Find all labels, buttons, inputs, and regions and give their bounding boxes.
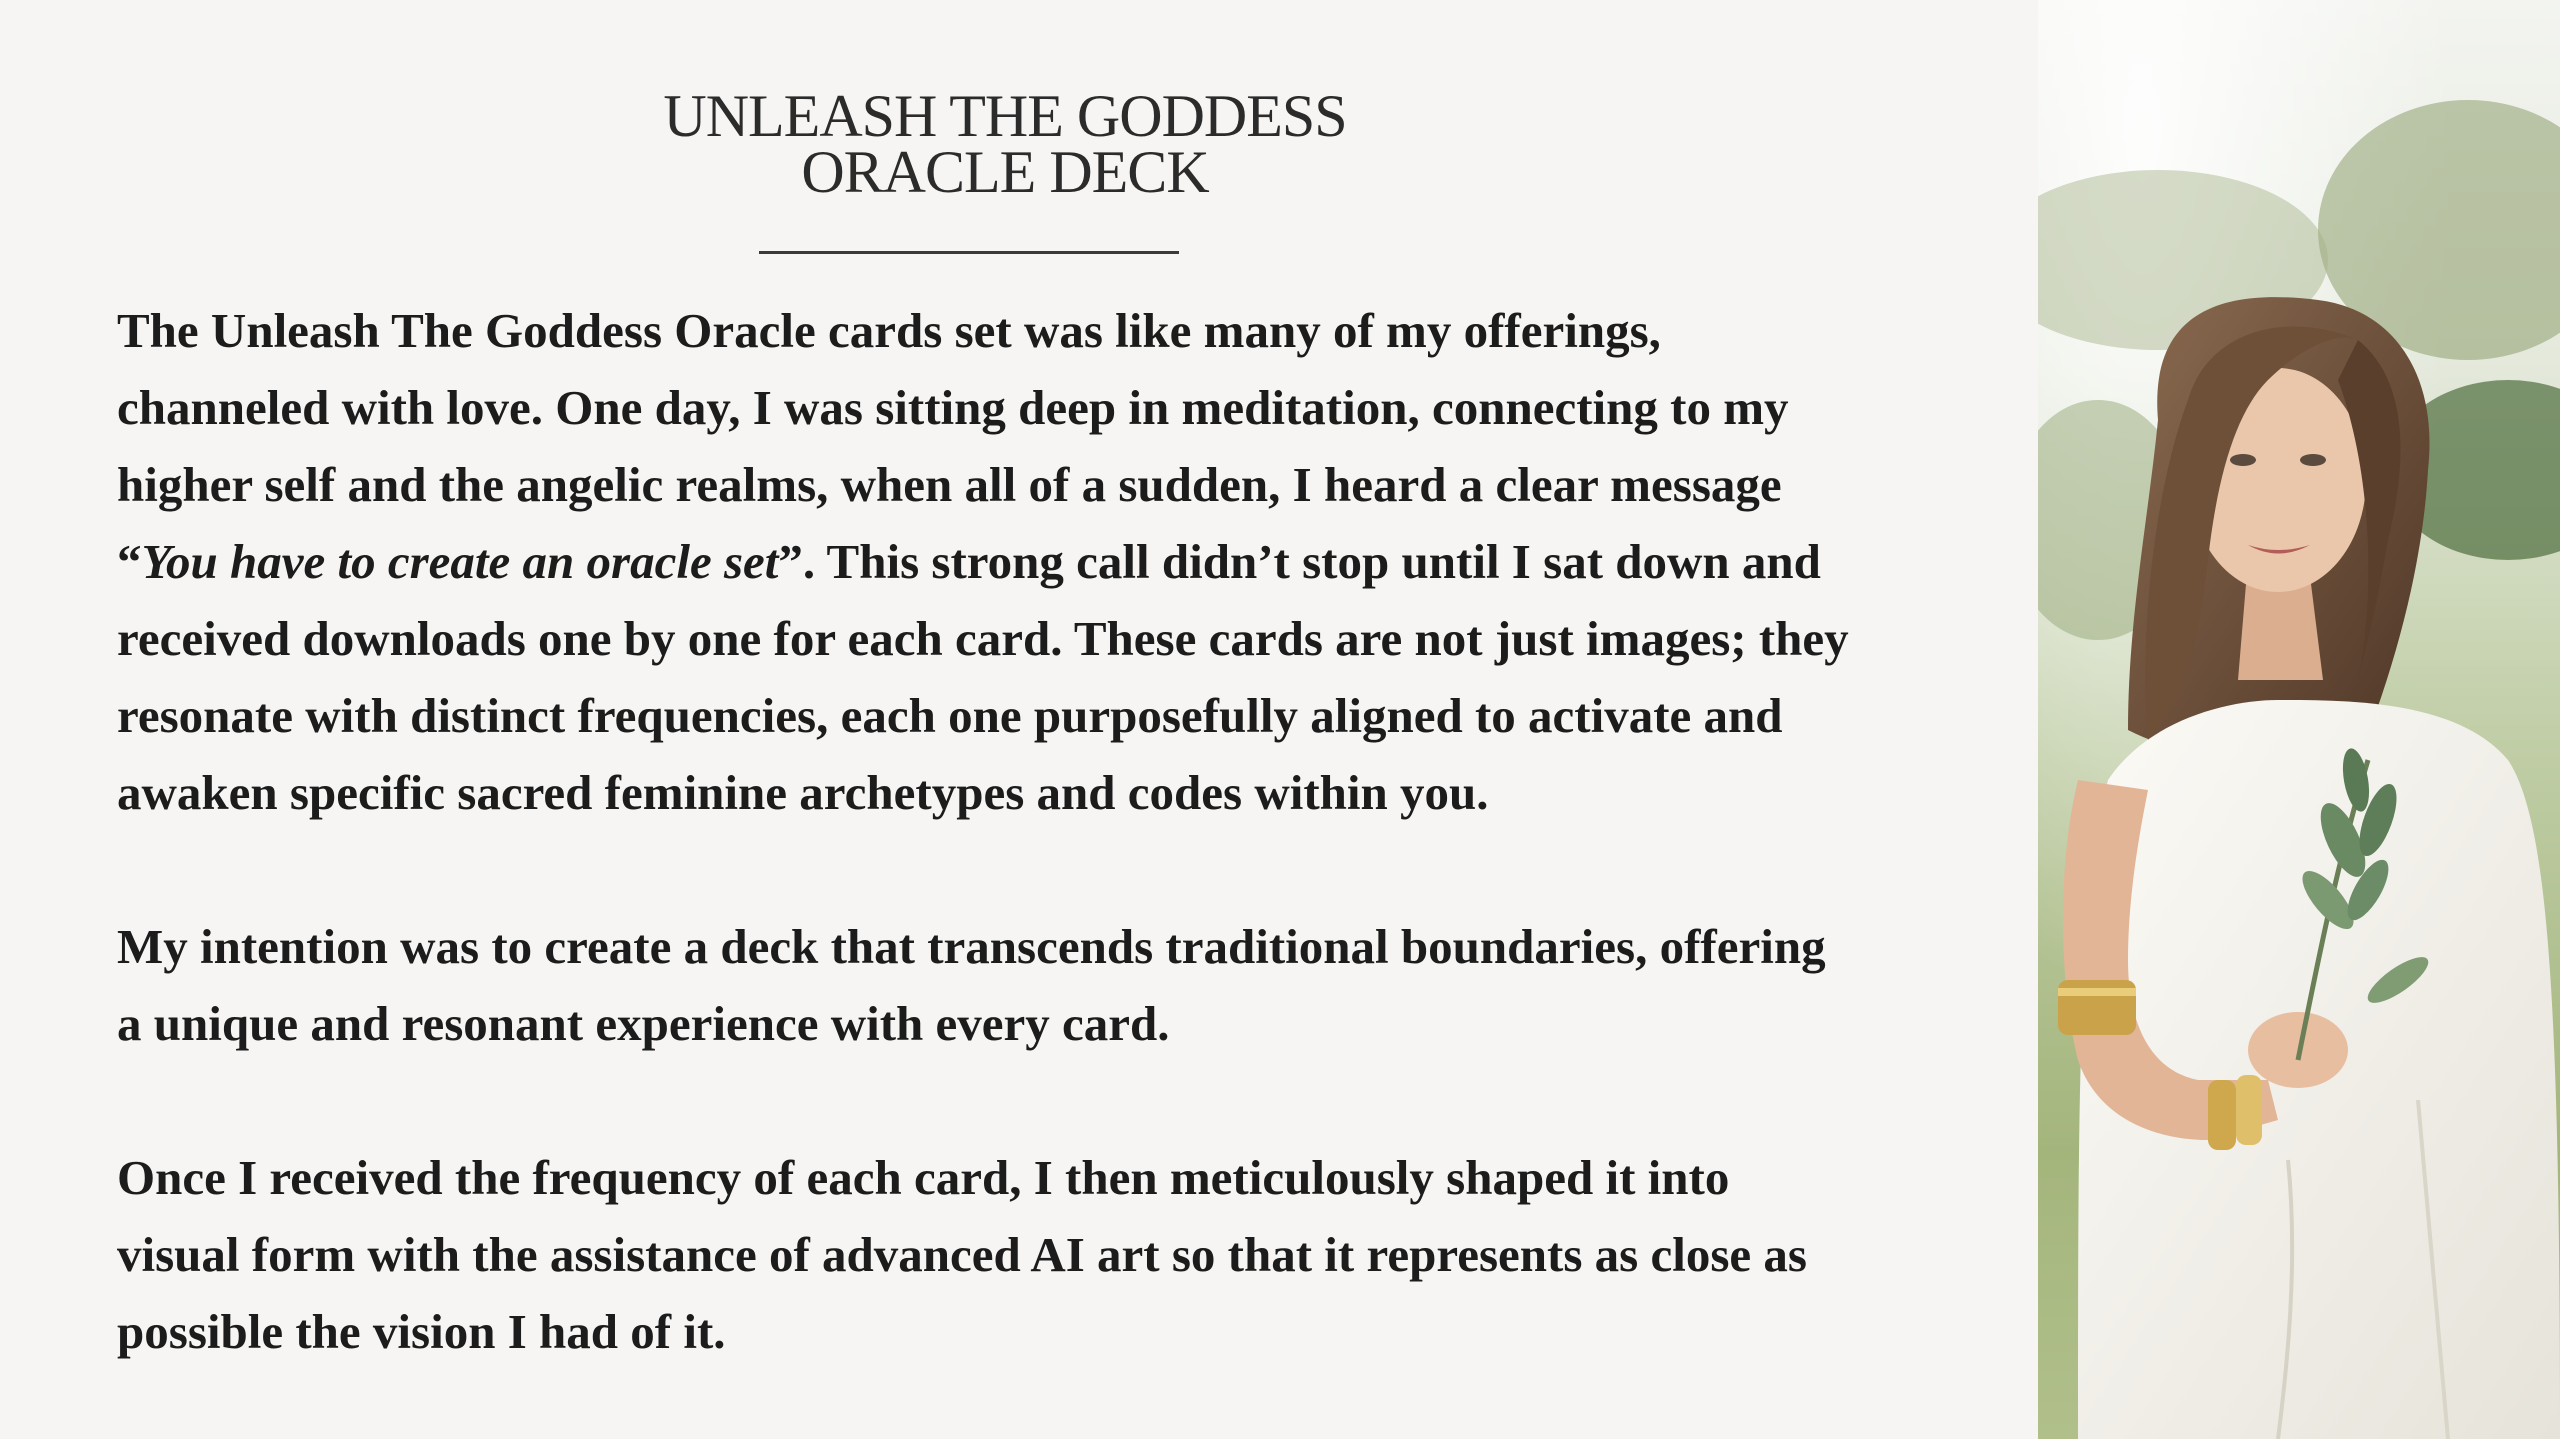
page-title bbox=[575, 83, 1435, 205]
title-line-2: ORACLE DECK bbox=[801, 139, 1209, 205]
paragraph-2: My intention was to create a deck that transcends traditional boundaries, offering a unique and resonant experience with every card. bbox=[117, 919, 1826, 1051]
paragraph-1-text-a: The Unleash The Goddess Oracle cards set was like many of my offerings, channeled with love. One day, I was sitting deep in meditation, connecting to my higher self and the angelic realms, when all of a sudden, I heard a clear message “ bbox=[117, 303, 1789, 589]
portrait-illustration bbox=[2038, 0, 2560, 1439]
title-divider bbox=[759, 251, 1179, 254]
paragraph-3: Once I received the frequency of each card, I then meticulously shaped it into visual form with the assistance of advanced AI art so that it represents as close as possible the vision I had of it. bbox=[117, 1150, 1807, 1359]
portrait-photo bbox=[2038, 0, 2560, 1439]
paragraph-1 bbox=[117, 292, 2017, 831]
paragraph-1-text-b: ”. This strong call didn’t stop until I sat down and received downloads one by one for each card. These cards are not just images; they resonate with distinct frequencies, each one purposefully aligned to activate and awaken specific sacred feminine archetypes and codes within you. bbox=[117, 534, 1849, 820]
body-copy bbox=[117, 292, 2017, 1370]
title-line-1: UNLEASH THE GODDESS bbox=[663, 83, 1347, 149]
paragraph-1-quote: You have to create an oracle set bbox=[141, 534, 779, 589]
